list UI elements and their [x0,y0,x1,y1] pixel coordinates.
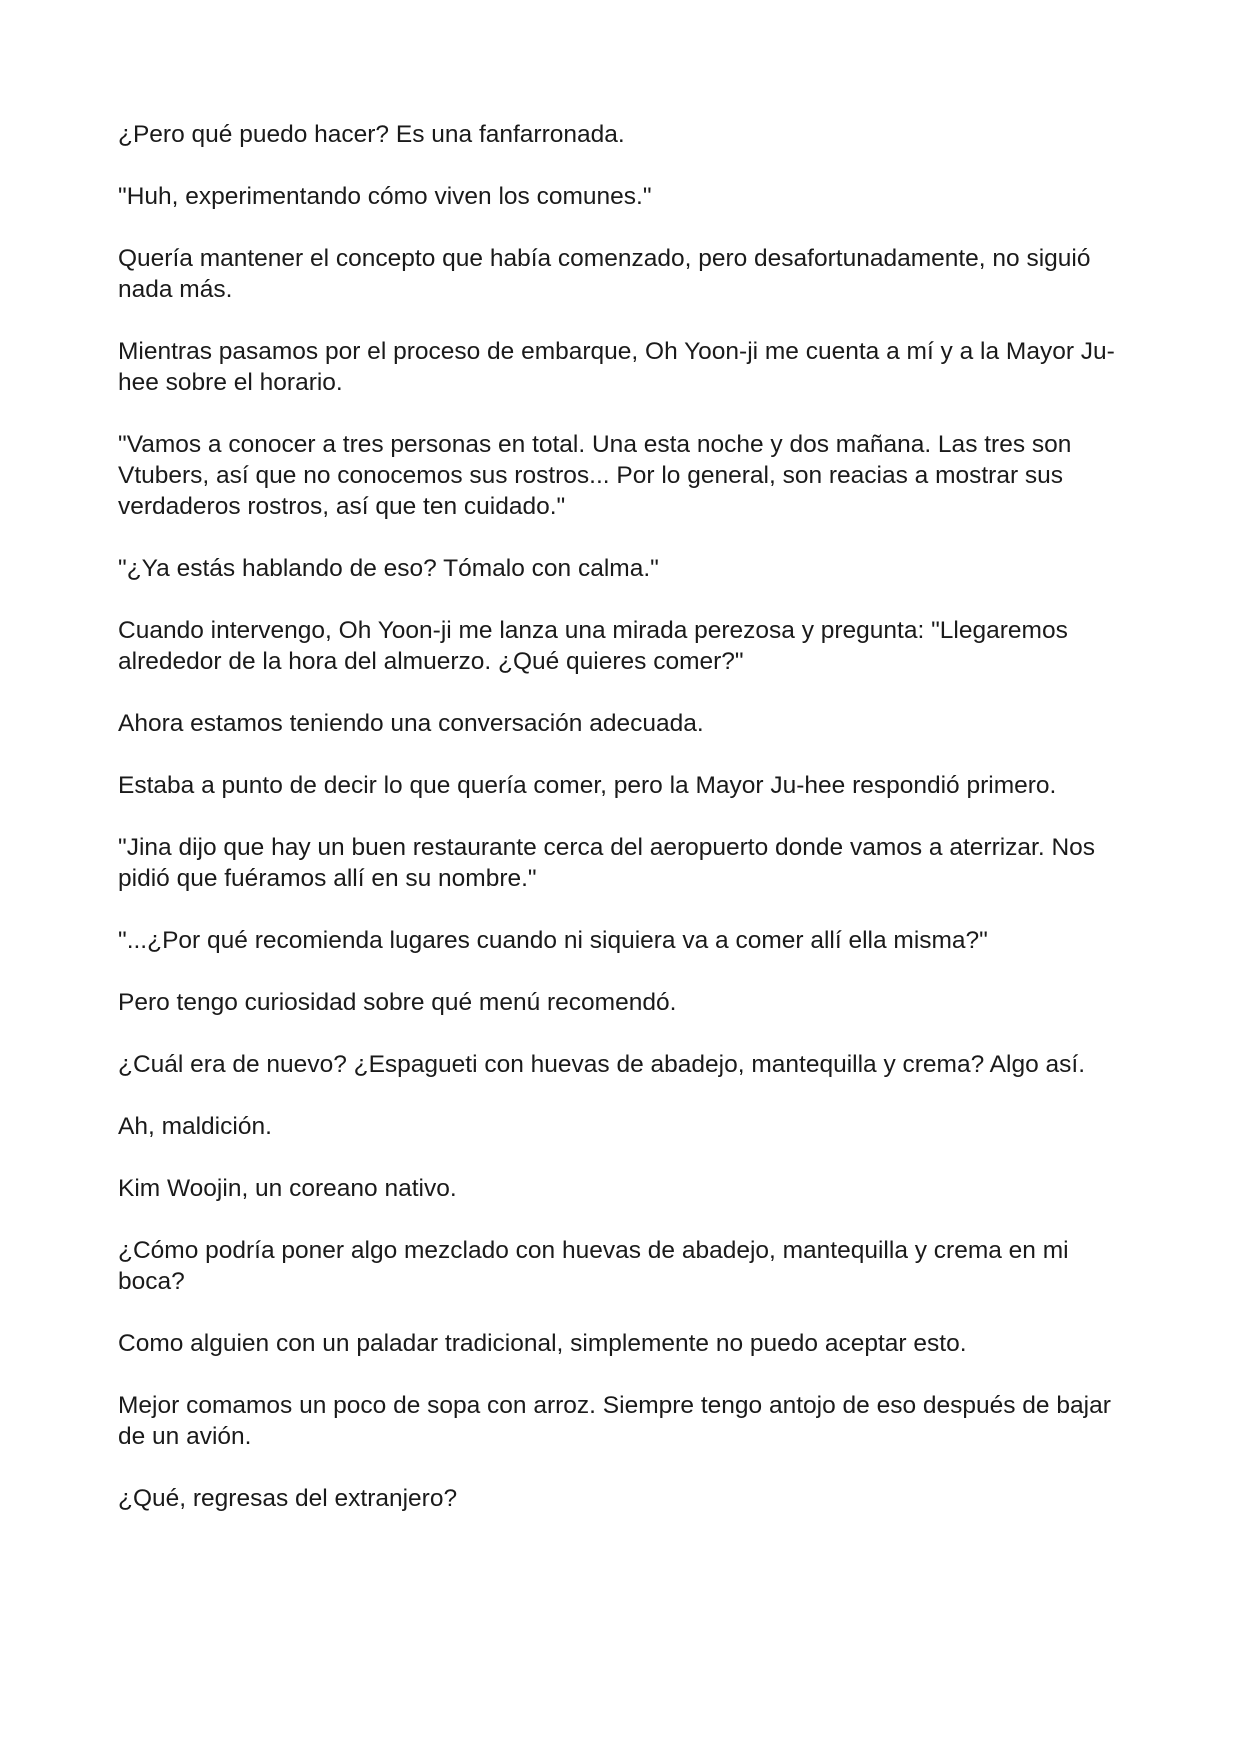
paragraph: Mejor comamos un poco de sopa con arroz. Siempre tengo antojo de eso después de bajar de un avión. [118,1392,1111,1450]
paragraph: Como alguien con un paladar tradicional, simplemente no puedo aceptar esto. [118,1330,967,1357]
paragraph: "...¿Por qué recomienda lugares cuando ni siquiera va a comer allí ella misma?" [118,927,988,954]
paragraph: ¿Pero qué puedo hacer? Es una fanfarronada. [118,121,625,148]
paragraph: Kim Woojin, un coreano nativo. [118,1175,457,1202]
paragraph: ¿Qué, regresas del extranjero? [118,1485,458,1512]
paragraph: Mientras pasamos por el proceso de embarque, Oh Yoon-ji me cuenta a mí y a la Mayor Ju-hee sobre el horario. [118,338,1115,396]
paragraph: "Vamos a conocer a tres personas en total. Una esta noche y dos mañana. Las tres son Vtubers, así que no conocemos sus rostros... Por lo general, son reacias a mostrar sus verdaderos rostros, así que ten cuidado." [118,431,1072,520]
paragraph: Ah, maldición. [118,1113,272,1140]
paragraph: "¿Ya estás hablando de eso? Tómalo con calma." [118,555,659,582]
paragraph: "Huh, experimentando cómo viven los comunes." [118,183,652,210]
paragraph: Cuando intervengo, Oh Yoon-ji me lanza una mirada perezosa y pregunta: "Llegaremos alrededor de la hora del almuerzo. ¿Qué quieres comer?" [118,617,1068,675]
paragraph: Pero tengo curiosidad sobre qué menú recomendó. [118,989,677,1016]
paragraph: ¿Cuál era de nuevo? ¿Espagueti con huevas de abadejo, mantequilla y crema? Algo así. [118,1051,1085,1078]
paragraph: Ahora estamos teniendo una conversación adecuada. [118,710,704,737]
paragraph: "Jina dijo que hay un buen restaurante cerca del aeropuerto donde vamos a aterrizar. Nos pidió que fuéramos allí en su nombre." [118,834,1096,892]
paragraph: ¿Cómo podría poner algo mezclado con huevas de abadejo, mantequilla y crema en mi boca? [118,1237,1069,1295]
paragraph: Quería mantener el concepto que había comenzado, pero desafortunadamente, no siguió nada más. [118,245,1091,303]
paragraph: Estaba a punto de decir lo que quería comer, pero la Mayor Ju-hee respondió primero. [118,772,1057,799]
